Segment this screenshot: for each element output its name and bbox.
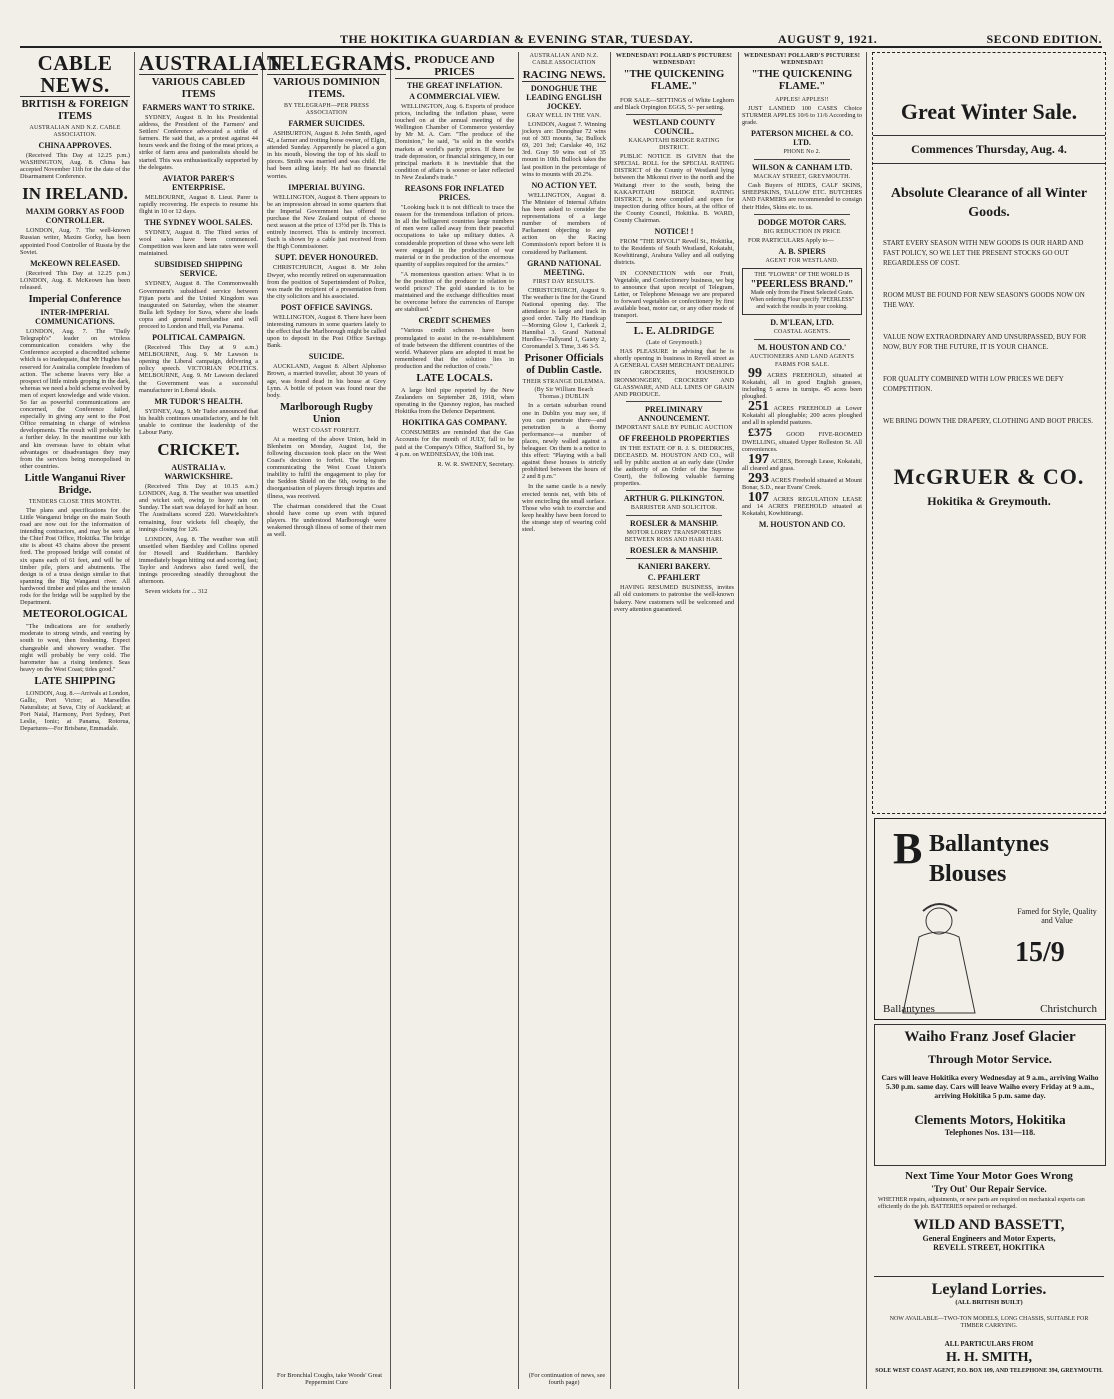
farmers-strike-heading: FARMERS WANT TO STRIKE. (142, 103, 255, 112)
post-office-article: WELLINGTON, August 8. There have been interesting rumours in some quarters lately to the effect that the Marlborough might be called upon to deposit in the Post Office Savings Bank. (267, 313, 386, 350)
column-telegrams (267, 51, 412, 1389)
inter-imperial-article: LONDON, Aug. 7. The "Daily Telegraph's" leader on wireless communication considers why the Conference accepted a discredited scheme which is so inadequate, that Mr Hughes has reserved for Australia complete freedom of action. The scheme leaves very like a prospect of little minds groping in the dark, whereas we need a bold scheme evolved by men of expert knowledge and wide vision. So far as powerful communications are concerned, the Conference failed, especially in giving any sent to the Post Office remaining in charge of wireless developments. The result will probably be a further delay. In the meantime our kith and kin overseas have to obtain what advantages or disadvantages they may from the services being monopolised in other countries. (20, 328, 130, 470)
sale-title: Great Winter Sale. (900, 99, 1078, 124)
farmers-strike-article: SYDNEY, August 8. In his Presidential address, the President of the Farmers' and Settlers' Conference advocated a strike of farmers. He said that, as a protest against 44 hours week and the fixing of the meat prices, a strike of farm area and pastoralists should be started. This was enthusiastically supported by the delegates. (139, 114, 258, 171)
no-action-heading: NO ACTION YET. (531, 180, 597, 190)
paterson-phone: PHONE No 2. (783, 149, 821, 156)
peerless-ad: THE "FLOWER" OF THE WORLD IS "PEERLESS BRAND." Made only from the Finest Selected Grain. When ordering Flour specify "PEERLESS" and watch the results in your cooking. (742, 268, 862, 315)
imperial-buying-heading: IMPERIAL BUYING. (288, 182, 365, 192)
cricket-article: (Received This Day at 10.15 a.m.) LONDON, Aug. 8. The weather was unsettled and wicket soft, owing to heavy rain on Sunday. The start was delayed for half an hour. The Australians scored 220. Warwickshire's remaining, four wickets fell cheaply, the innings closing for 126. (139, 483, 258, 533)
wild-sub: General Engineers and Motor Experts, (922, 1234, 1056, 1243)
mckeown-heading: McKEOWN RELEASED. (30, 258, 120, 268)
blouse-price: 15/9 (1015, 937, 1065, 968)
wild-address: REVELL STREET, HOKITIKA (933, 1243, 1045, 1252)
blouses-word: Blouses (929, 861, 1007, 887)
roesler-name: ROESLER & MANSHIP. (630, 519, 718, 529)
sale-date: Commences Thursday, Aug. 4. (873, 135, 1105, 164)
china-heading: CHINA APPROVES. (38, 141, 112, 150)
column-produce (395, 52, 514, 1389)
column-australian (139, 51, 289, 1389)
apples-ad: JUST LANDED 100 CASES Choice STURMER APPLES 10/6 to 11/6 According to grade. (742, 105, 862, 127)
preliminary-heading: PRELIMINARY ANNOUNCEMENT. (638, 404, 710, 423)
cable-news-heading: CABLE NEWS. (20, 52, 130, 97)
prisoner-article: In a certain suburban round one in Dublin you may see, if you can penetrate there—and penetration is a thorny performance—a number of places, newly walled against a beleaguer. On them is a notice to this effect: "Playing with a ball against these houses is strictly prohibited between the hours of 2 and 8 p.m." (522, 402, 606, 481)
paterson-name: PATERSON MICHEL & CO. LTD. (751, 129, 853, 148)
cricket-subheading: AUSTRALIA v. WARWICKSHIRE. (164, 463, 233, 482)
quickening-flame-title: "THE QUICKENING FLAME." (623, 69, 725, 92)
ballantynes-word: Ballantynes (929, 831, 1050, 857)
famed-text: Famed for Style, Quality and Value (1017, 907, 1097, 925)
cable-association: AUSTRALIAN AND N.Z. CABLE ASSOCIATION. (29, 125, 121, 138)
prisoner-article-cont: In the same castle is a newly erected tennis net, with bits of wire encircling the small surface. Those who wish to exercise and keep healthy have been forced to the strange step of wearing cold steel. (522, 483, 606, 534)
wilson-ad: Cash Buyers of HIDES, CALF SKINS, SHEEPSKINS, TALLOW ETC. BUTCHERS AND FARMERS are recommended to consign their Hides, Skins etc. to us. (742, 182, 862, 211)
council-notice: PUBLIC NOTICE IS GIVEN that the SPECIAL ROLL for the SPECIAL RATING DISTRICT of the County of Westland lying between the Mikonui river to the north and the Waitangi river to the south, being the KAKAPOTAHI BRIDGE RATING DISTRICT, is now compiled and open for inspection during office hours, at the office of the County Council, Hokitika. B. WARD, County Chairman. (614, 153, 734, 225)
dodge-heading: DODGE MOTOR CARS. (757, 217, 847, 227)
flower-title: THE "FLOWER" OF THE WORLD IS (754, 271, 850, 278)
suicide-article: AUCKLAND, August 8. Albert Alphonso Brown, a married traveller, about 30 years of age, was found dead in his house at Grey Lynn. A bottle of poison was found near the body. (267, 363, 386, 399)
lady-illustration (879, 897, 999, 1015)
wanganui-heading: Little Wanganui River Bridge. (24, 472, 126, 496)
mcgruer-sub: Hokitika & Greymouth. (927, 494, 1051, 508)
imperial-conference-heading: Imperial Conference (28, 294, 122, 306)
imperial-buying-article: WELLINGTON, August 8. There appears to be an impression abroad in some quarters that the Imperial Government has offered to purchase the New Zealand output of cheese next season at the price of 13½d per lb. This is entirely incorrect. This is entirely incorrect. Such is shown by a cable just received from the High Commissioner. (267, 193, 386, 251)
farm-99: 99 ACRES FREEHOLD, situated at Kokatahi, all in good English grasses, including 5 acres in turnips. 45 acres been ploughed. (742, 365, 862, 401)
credit-schemes-article: "Various credit schemes have been promulgated to assist in the re-establishment of trade between the different countries of the world. Whatever plans are adopted it must be remembered that the solution lies in production and the reduction of costs." (395, 327, 514, 370)
china-article: (Received This Day at 12.25 p.m.) WASHINGTON, Aug. 8. China has accepted November 11th for the date of the Disarmament Conference. (20, 152, 130, 181)
glacier-body: Cars will leave Hokitika every Wednesday at 9 a.m., arriving Waiho 5.30 p.m. same day. Cars will leave Waiho every Friday at 9 a.m., arriving Hokitika 5 p.m. same day. (881, 1073, 1099, 1100)
ballantynes-footer: Ballantynes (883, 1003, 935, 1015)
pictures-banner-2: WEDNESDAY! POLLARD'S PICTURES! WEDNESDAY! (743, 53, 861, 66)
suicide-heading: SUICIDE. (308, 352, 345, 362)
tudor-health-article: SYDNEY, Aug. 9. Mr Tudor announced that his health continues unsatisfactory, and he felt unable to continue the leadership of the Labour Party. (139, 407, 258, 436)
gorky-article: LONDON, Aug. 7. The well-known Russian writer, Maxim Gorky, has been appointed Food Controller of Russia by the Soviet. (20, 227, 130, 256)
apples-heading: APPLES! APPLES!! (775, 97, 829, 103)
various-cabled-heading: VARIOUS CABLED ITEMS (151, 77, 246, 100)
tryout-heading: 'Try Out' Our Repair Service. (931, 1184, 1047, 1194)
gas-company-notice: CONSUMERS are reminded that the Gas Accounts for the month of JULY, fall to be paid at the Company's Office, Stafford St., by 4 p.m. on WEDNESDAY, the 10th inst. (395, 429, 514, 458)
grand-national-heading: GRAND NATIONAL MEETING. (527, 258, 601, 277)
christchurch-footer: Christchurch (1040, 1003, 1097, 1015)
rugby-article-cont: The chairman considered that the Coast should have come up even with injured players. He understood Marlborough were weakened through illness of some of their men as well. (267, 502, 386, 539)
inter-imperial-heading: INTER-IMPERIAL COMMUNICATIONS. (35, 308, 115, 327)
egg-sale-ad: FOR SALE—SETTINGS of White Leghorn and Black Orpington EGGS, 5/- per setting. (614, 97, 734, 112)
sale-body-3: VALUE NOW EXTRAORDINARY AND UNSURPASSED, BUY FOR NOW, BUY FOR THE FUTURE, IT IS YOUR CHANCE. (883, 333, 1087, 351)
aldridge-name: L. E. ALDRIDGE (633, 326, 715, 338)
late-locals-article: A large bird pipe reported by the New Zealanders on September 28, 1918, when operating in the Quesnoy region, has reached Hokitika from the Defence Department. (395, 387, 514, 416)
pfahlert-ad: HAVING RESUMED BUSINESS, invites all old customers to patronise the well-known bakery. New customers will be welcomed and every attention guaranteed. (614, 584, 734, 613)
gas-company-heading: HOKITIKA GAS COMPANY. (402, 418, 507, 428)
reasons-article-cont: "A momentous question arises: What is to be the position of the producer in relation to world prices? The gold standard is to be maintained and the exchange difficulties must be overcome before the currencies of Europe are stabilised." (395, 270, 514, 314)
sale-body-4: FOR QUALITY COMBINED WITH LOW PRICES WE DEFY COMPETITION. (883, 375, 1064, 393)
late-shipping-heading: LATE SHIPPING (34, 675, 116, 687)
clements-name: Clements Motors, Hokitika (914, 1112, 1066, 1127)
smith-name: H. H. SMITH, (946, 1350, 1032, 1365)
produce-article: WELLINGTON, Aug. 6. Exports of produce prices, including the inflation phase, were touched on at the annual meeting of the Wellington Chamber of Commerce yesterday by Mr M. A. Carr. "The produce of the Dominion," he said, "is sold in the world's markets at world's parity prices. If there be trade depression, or financial stringency, in our principal markets it is inevitable that the condition of affairs is sooner or later reflected in New Zealand's trade." (395, 103, 514, 181)
cricket-totals: Seven wickets for ... 312 (145, 588, 208, 596)
inflation-heading: THE GREAT INFLATION. (406, 81, 503, 90)
westland-council-heading: WESTLAND COUNTY COUNCIL. (632, 118, 716, 137)
political-campaign-article: (Received This Day at 9 a.m.) MELBOURNE, Aug. 9. Mr Lawson is opening the Liberal campaign, delivering a policy speech. VICTORIAN POLITICS. MELBOURNE, Aug. 9. Mr Lawson declared the Government was a successful manufacturer in Liberal ideals. (139, 344, 258, 394)
masthead (20, 32, 1102, 48)
cricket-scores: LONDON, Aug. 8. The weather was still unsettled when Bardsley and Collins opened for Howell and Rudderham. Bardsley immediately began hitting out and scoring fast; Taylor and Andrews also fared well, the innings proceeding steadily throughout the afternoon. (139, 535, 258, 586)
gray-heading: GRAY WELL IN THE VAN. (526, 113, 602, 119)
tudor-health-heading: MR TUDOR'S HEALTH. (154, 396, 243, 406)
leyland-sub: (ALL BRITISH BUILT) (955, 1299, 1023, 1306)
masthead-date: AUGUST 9, 1921. (778, 32, 878, 46)
quickening-flame-title-2: "THE QUICKENING FLAME." (751, 69, 853, 92)
shipping-service-article: SYDNEY, August 8. The Commonwealth Government's subsidised service between Fijian ports and the United Kingdom was inaugurated on Saturday, when the steamer Bulla left Sydney for Suva, where she loads copra and general merchandise and will proceed to London and Hull, via Panama. (139, 280, 258, 330)
aviator-heading: AVIATOR PARER'S ENTERPRISE. (162, 173, 235, 192)
dodge-sub: BIG REDUCTION IN PRICE (763, 228, 841, 235)
clements-phone: Telephones Nos. 131—118. (944, 1128, 1036, 1137)
mcgruer-name: McGRUER & CO. (893, 464, 1085, 489)
telegrams-heading: TELEGRAMS. (267, 51, 412, 75)
auction-heading: IMPORTANT SALE BY PUBLIC AUCTION (615, 424, 733, 431)
wilson-sub: MACKAY STREET, GREYMOUTH. (753, 174, 851, 181)
freehold-heading: OF FREEHOLD PROPERTIES (618, 433, 730, 443)
gas-company-signature: R. W. R. SWENEY, Secretary. (437, 460, 514, 468)
wild-name: WILD AND BASSETT, (913, 1217, 1065, 1233)
glacier-sub: Through Motor Service. (928, 1052, 1052, 1066)
column-racing (522, 52, 606, 1389)
clearance-heading: Absolute Clearance of all Winter Goods. (890, 186, 1088, 220)
post-office-heading: POST OFFICE SAVINGS. (280, 302, 373, 312)
racing-heading: RACING NEWS. (522, 69, 606, 81)
auction-ad: IN THE ESTATE OF R. J. S. DIEDRICHS, DECEASED. M. HOUSTON AND CO., will sell by public auction at an early date (Under the authority of an Order of the Supreme Court), the following valuable farming properties. (614, 444, 734, 488)
glacier-service-ad (874, 1024, 1106, 1166)
houston-sub: AUCTIONEERS AND LAND AGENTS (749, 353, 855, 360)
wool-sales-article: SYDNEY, August 8. The Third series of wool sales have been commenced. Competition was keen and late rates were well maintained. (139, 229, 258, 258)
column-ads-right (742, 52, 862, 1389)
mckeown-article: (Received This Day at 12.25 p.m.) LONDON, Aug. 8. McKeown has been released. (20, 269, 130, 291)
sale-body-1: START EVERY SEASON WITH NEW GOODS IS OUR HARD AND FAST POLICY, SO WE LET THE PRESENT STOCKS GO OUT REGARDLESS OF COST. (883, 239, 1084, 267)
pilkington-sub: BARRISTER AND SOLICITOR. (630, 505, 718, 512)
peppermint-ad: For Bronchial Coughs, take Woods' Great Peppermint Cure (276, 1371, 383, 1386)
farmer-suicides-article: ASHBURTON, August 8. John Smith, aged 42, a farmer and trotting horse owner, of Elgin, attended Sunday. Apparently he placed a gun in his mouth, blowing the top of his skull to pieces. Smith was married and was child. He had been ailing lately. He had no financial worries. (267, 130, 386, 180)
notice-heading: NOTICE! ! (654, 227, 694, 237)
pictures-banner: WEDNESDAY! POLLARD'S PICTURES! WEDNESDAY! (615, 53, 733, 66)
dodge-ad: FOR PARTICULARS Apply to— (748, 236, 834, 244)
rugby-article: At a meeting of the above Union, held in Blenheim on Monday, August 1st, the following discussion took place on the West Coast's decision to forfeit. The telegram communicating the West Coast Union's inability to fulfil the engagement to play for the Seddon Shield on the 6th, owing to the disorganisation of players through injuries and illness, was received. (267, 435, 386, 500)
roesler-sign: ROESLER & MANSHIP. (630, 546, 718, 556)
british-foreign-heading: BRITISH & FOREIGN ITEMS (21, 99, 129, 122)
no-action-article: WELLINGTON, August 8. The Minister of Internal Affairs has been asked to consider the representations of a large number of members of Parliament objecting to any action on the Racing Commission's report before it is considered by Parliament. (522, 191, 606, 256)
late-locals-heading: LATE LOCALS. (416, 373, 493, 384)
peerless-brand: "PEERLESS BRAND." (750, 278, 854, 290)
reasons-heading: REASONS FOR INFLATED PRICES. (404, 184, 505, 203)
leyland-title: Leyland Lorries. (931, 1281, 1047, 1298)
credit-schemes-heading: CREDIT SCHEMES (418, 316, 491, 326)
houston-name-2: M. HOUSTON AND CO. (758, 520, 846, 530)
pfahlert-name: C. PFAHLERT (647, 573, 701, 583)
pilkington-name: ARTHUR G. PILKINGTON. (623, 494, 725, 504)
rugby-union-heading: Marlborough Rugby Union (280, 401, 373, 425)
reasons-article: "Looking back it is not difficult to trace the reason for the tremendous inflation of prices. In all the belligerent countries large numbers of men were called away from their peaceful occupations to take up military duties. A considerable proportion of those who were left were engaged in the production of war material or in the production of the enormous quantity of supplies required for the armies." (395, 204, 514, 268)
farm-107: 107 ACRES REGULATION LEASE and 14 ACRES FREEHOLD situated at Kokatahi, Kowhitirangi. (742, 490, 862, 518)
glacier-title: Waiho Franz Josef Glacier (904, 1029, 1076, 1045)
farm-293: 293 ACRES Freehold situated at Mount Bonar, S.D., near Evans' Creek. (742, 470, 862, 491)
political-campaign-heading: POLITICAL CAMPAIGN. (152, 333, 245, 343)
particulars-heading: ALL PARTICULARS FROM (944, 1340, 1034, 1348)
wanganui-article: The plans and specifications for the Little Wanganui bridge on the main South road are now out for the information of intending contractors, and may be seen at the Chief Post Office, Hokitika. The bridge site is about 43 chains above the present ford. The proposed bridge will consist of six spans each of 61 feet, and will be of timber pile, piers and abutments. The design is of a truss design similar to that spanning the Big Wanganui river. All hardwood timber and piles and the tension rods for the bridge will be supplied by the Department. (20, 506, 130, 607)
mclean-sub: COASTAL AGENTS. (773, 328, 831, 335)
aldridge-sub: (Late of Greymouth.) (646, 340, 702, 347)
sale-body-2: ROOM MUST BE FOUND FOR NEW SEASON'S GOODS NOW ON THE WAY. (883, 291, 1085, 309)
wanganui-subheading: TENDERS CLOSE THIS MONTH. (28, 498, 122, 505)
notice-body: FROM "THE RIVOLI" Revell St., Hokitika, to the Residents of South Westland, Kokatahi, Kowhitirangi, Arahura Valley and all outlying districts. (614, 238, 734, 267)
commercial-view-heading: A COMMERCIAL VIEW. (409, 92, 500, 101)
rugby-subheading: WEST COAST FORFEIT. (292, 427, 361, 434)
farm-251: 251 ACRES FREEHOLD at Lower Kokatahi all ploughable; 200 acres ploughed and all in splendid pastures. (742, 399, 862, 427)
shipping-service-heading: SUBSIDISED SHIPPING SERVICE. (154, 260, 243, 279)
late-shipping-article: LONDON, Aug. 8.—Arrivals at London, Gallic, Port Victor; at Marseilles Naturaliste; at Suva, City of Auckland; at Port Natal, Harmony, Port Sydney, Port Leslie, Ionic; at Panama, Rotorua, Departures—For Brisbane, Emmadale. (20, 689, 130, 733)
spiers-name: A. B. SPIERS (778, 246, 826, 256)
wool-sales-heading: THE SYDNEY WOOL SALES. (144, 218, 253, 228)
supt-honoured-heading: SUPT. DEVER HONOURED. (275, 253, 378, 263)
mcgruer-sale-ad (872, 52, 1106, 814)
farm-375: £375 GOOD FIVE-ROOMED DWELLING, situated Upper Rolleston St. All conveniences. (742, 425, 862, 453)
nexttime-heading: Next Time Your Motor Goes Wrong (905, 1170, 1073, 1182)
racing-footer: (For continuation of news, see fourth page) (528, 1371, 606, 1386)
meteorological-heading: METEOROLOGICAL (22, 609, 128, 621)
masthead-title: THE HOKITIKA GUARDIAN & EVENING STAR, TUESDAY. (340, 32, 694, 46)
farmer-suicides-heading: FARMER SUICIDES. (288, 119, 365, 128)
rating-district-heading: KAKAPOTAHI BRIDGE RATING DISTRICT. (628, 138, 720, 152)
sale-body-5: WE BRING DOWN THE DRAPERY, CLOTHING AND BOOT PRICES. (883, 417, 1094, 425)
racing-association: AUSTRALIAN AND N.Z. CABLE ASSOCIATION (529, 53, 599, 66)
prisoner-byline: (By Sir William Beach Thomas.) DUBLIN (534, 387, 594, 401)
spiers-sub: AGENT FOR WESTLAND. (765, 257, 839, 264)
gorky-heading: MAXIM GORKY AS FOOD CONTROLLER. (25, 207, 125, 226)
column-cable-news (20, 52, 130, 1389)
australian-heading: AUSTRALIAN. (139, 51, 289, 75)
supt-honoured-article: CHRISTCHURCH, August 8. Mr John Dwyer, who recently retired on superannuation from the position of Superintendent of Police, was made the recipient of a presentation from the city solicitors and his associated. (267, 264, 386, 300)
farms-heading: FARMS FOR SALE. (774, 361, 830, 368)
leyland-ad: Leyland Lorries. (ALL BRITISH BUILT) NOW AVAILABLE—TWO-TON MODELS, LONG CHASSIS, SUITABLE FOR TIMBER CARRYING. ALL PARTICULARS FROM H. H. SMITH, SOLE WEST COAST AGENT, P.O. BOX 109, AND TELEPHONE 394, GREYMOUTH. (874, 1276, 1104, 1389)
roesler-sub: MOTOR LORRY TRANSPORTERS BETWEEN ROSS AND HARI HARI. (624, 530, 724, 544)
racing-article: LONDON, August 7. Winning jockeys are: Donoghue 72 wins out of 303 mounts, 3a; Bullock 69, 201 3rd; Carslake 40, 162 3rd. Gray 59 wins out of 35 mount in 10th. Bullock takes the last position in the percentage of wins to mounts with 20.2%. (522, 121, 606, 178)
aldridge-ad: HAS PLEASURE in advising that he is shortly opening in business in Revell street as A GENERAL CASH MERCHANT DEALING IN GROCERIES, HOUSEHOLD IRONMONGERY, CROCKERY AND GLASSWARE, AND ALL LINES OF GRAIN AND PRODUCE. (614, 348, 734, 398)
first-day-heading: FIRST DAY RESULTS. (532, 278, 595, 285)
grand-national-article: CHRISTCHURCH, August 9. The weather is fine for the Grand National opening day. The attendance is large and track in good order. Tally Ho Handicap—Morning Glow 1, Carkeek 2, Hannibal 3. Grand National Hurdles—Tallyrand 1, Gaiety 2, Coromandel 3. Time, 3.46 3-5. (522, 286, 606, 351)
farm-197: 197 ACRES, Borough Lease, Kokatahi, all cleared and grass. (742, 451, 862, 472)
kanieri-name: KANIERI BAKERY. (637, 562, 711, 572)
column-ads-left (614, 52, 734, 1389)
cricket-heading: CRICKET. (157, 440, 240, 460)
produce-heading: PRODUCE AND PRICES (395, 54, 514, 79)
smith-sub: SOLE WEST COAST AGENT, P.O. BOX 109, AND TELEPHONE 394, GREYMOUTH. (875, 1368, 1103, 1374)
wild-bassett-ad: Next Time Your Motor Goes Wrong 'Try Out' Our Repair Service. WHETHER repairs, adjustments, or new parts are required on mechanical experts can efficiently do the job. BATTERIES repaired or recharged. WILD AND BASSETT, General Engineers and Motor Experts, REVELL STREET, HOKITIKA (874, 1170, 1104, 1270)
fruit-notice: IN CONNECTION with our Fruit, Vegetable, and Confectionery business, we beg to announce that upon receipt of Telegram, Letter, or Telephone Message we are prepared to forward vegetables or confectionery by first available boat, motor car, or any other mode of transport. (614, 269, 734, 320)
meteorological-article: "The indications are for southerly moderate to strong winds, and veering by south to west, then freshening. Expect changeable and showery weather. The night will probably be very cold. The barometer has a rising tendency. Seas heavy on the West Coast; tides good." (20, 623, 130, 673)
houston-name: M. HOUSTON AND CO.' (757, 342, 847, 352)
mclean-name: D. M'LEAN, LTD. (770, 317, 834, 327)
donoghue-heading: DONOGHUE THE LEADING ENGLISH JOCKEY. (526, 84, 602, 111)
prisoner-subheading: THEIR STRANGE DILEMMA. (522, 379, 606, 386)
aviator-article: MELBOURNE, August 8. Lieut. Parer is rapidly recovering. He expects to resume his flight in 10 or 12 days. (139, 193, 258, 215)
masthead-edition: SECOND EDITION. (986, 32, 1102, 46)
ballantynes-ad: B Ballantynes Blouses Famed for Style, Quality and Value 15/9 Ballantynes Christchurch (874, 818, 1106, 1020)
dominion-items-heading: VARIOUS DOMINION ITEMS. (273, 77, 380, 100)
wilson-name: WILSON & CANHAM LTD. (751, 163, 853, 173)
prisoner-heading: Prisoner Officials of Dublin Castle. (524, 353, 604, 377)
ireland-heading: IN IRELAND. (22, 184, 128, 204)
press-association: BY TELEGRAPH—PER PRESS ASSOCIATION (283, 103, 370, 116)
